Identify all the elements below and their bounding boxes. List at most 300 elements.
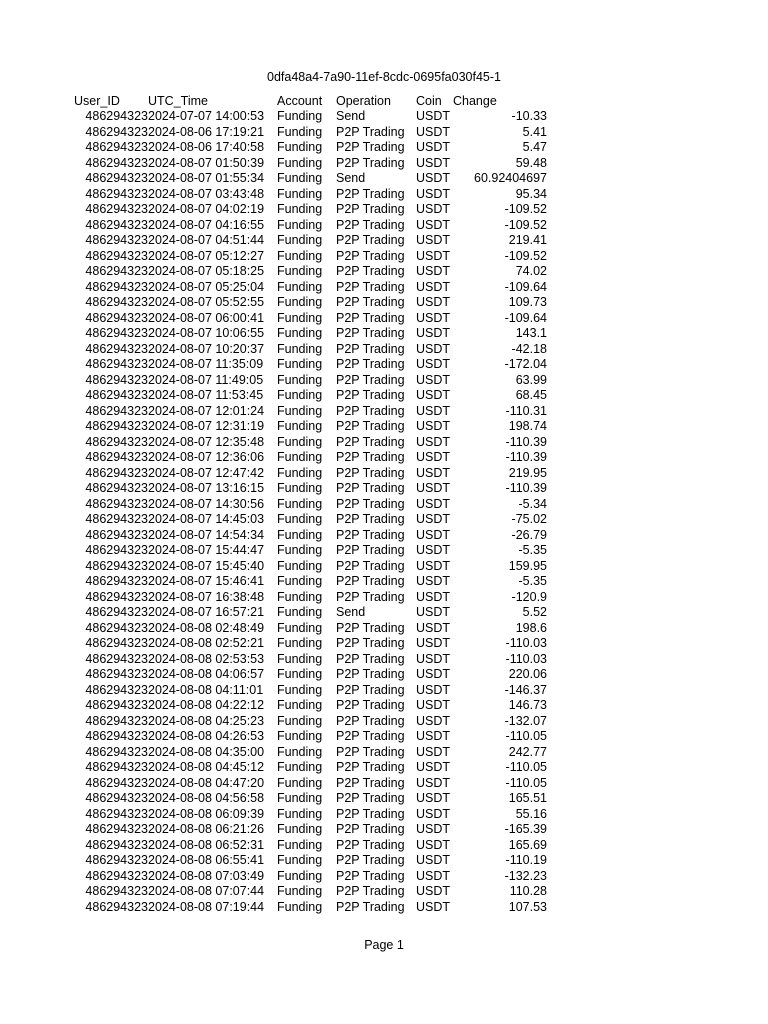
cell-change: 5.52: [522, 605, 547, 619]
cell-user-id: 486294323: [85, 853, 148, 867]
cell-utc-time: 2024-08-07 11:35:09: [148, 357, 264, 371]
cell-account: Funding: [277, 279, 323, 294]
cell-coin: USDT: [416, 403, 451, 418]
cell-operation: P2P Trading: [336, 527, 405, 542]
cell-account: Funding: [277, 806, 323, 821]
cell-utc-time: 2024-08-07 05:18:25: [148, 264, 265, 278]
table-row: [74, 884, 547, 900]
cell-utc-time: 2024-08-08 04:35:00: [148, 744, 265, 759]
cell-coin: USDT: [416, 217, 451, 232]
cell-change: -109.64: [504, 310, 547, 325]
cell-operation: P2P Trading: [336, 295, 405, 309]
cell-utc-time: 2024-08-07 14:54:34: [148, 527, 265, 542]
cell-operation: P2P Trading: [336, 341, 405, 356]
cell-user-id: 486294323: [85, 248, 148, 263]
header-change: Change: [453, 94, 497, 108]
table-row: [74, 590, 547, 606]
cell-change: 242.77: [508, 744, 547, 759]
table-row: [74, 249, 547, 265]
cell-user-id: 486294323: [85, 713, 148, 728]
table-row: [74, 125, 547, 141]
cell-utc-time: 2024-08-06 17:40:58: [148, 140, 265, 154]
cell-change: -165.39: [504, 822, 547, 836]
cell-change: -132.07: [504, 713, 547, 728]
cell-user-id: 486294323: [85, 884, 148, 898]
cell-coin: USDT: [416, 574, 451, 588]
cell-user-id: 486294323: [85, 481, 148, 495]
cell-utc-time: 2024-08-07 12:36:06: [148, 450, 265, 464]
cell-change: 198.74: [508, 419, 547, 433]
cell-account: Funding: [277, 620, 323, 635]
cell-account: Funding: [277, 186, 323, 201]
cell-change: -42.18: [511, 341, 547, 356]
table-row: [74, 729, 547, 745]
cell-change: 59.48: [515, 155, 547, 170]
table-row: [74, 280, 547, 296]
cell-coin: USDT: [416, 450, 451, 464]
cell-operation: P2P Trading: [336, 388, 405, 402]
cell-change: -110.39: [505, 481, 547, 495]
table-row: [74, 497, 547, 513]
cell-account: Funding: [277, 248, 323, 263]
cell-utc-time: 2024-08-06 17:19:21: [148, 124, 265, 139]
cell-change: 110.28: [509, 884, 547, 898]
cell-coin: USDT: [416, 419, 451, 433]
cell-utc-time: 2024-08-07 06:00:41: [148, 310, 265, 325]
cell-operation: P2P Trading: [336, 496, 405, 511]
cell-account: Funding: [277, 233, 323, 247]
table-body: [74, 109, 547, 915]
cell-account: Funding: [277, 682, 323, 697]
cell-change: 219.95: [508, 465, 547, 480]
cell-account: Funding: [277, 713, 323, 728]
cell-user-id: 486294323: [85, 419, 148, 433]
table-row: [74, 295, 547, 311]
cell-operation: P2P Trading: [336, 403, 405, 418]
cell-utc-time: 2024-08-08 06:21:26: [148, 822, 265, 836]
cell-operation: P2P Trading: [336, 775, 405, 790]
cell-account: Funding: [277, 403, 323, 418]
cell-coin: USDT: [416, 171, 451, 185]
cell-change: -120.9: [511, 589, 547, 604]
header-account: Account: [277, 94, 323, 108]
cell-change: -5.35: [518, 574, 547, 588]
cell-operation: P2P Trading: [336, 651, 405, 666]
cell-coin: USDT: [416, 651, 451, 666]
cell-change: 165.51: [508, 791, 547, 805]
cell-account: Funding: [277, 140, 323, 154]
cell-coin: USDT: [416, 527, 451, 542]
cell-coin: USDT: [416, 822, 451, 836]
cell-change: -110.31: [505, 403, 547, 418]
cell-utc-time: 2024-08-07 10:20:37: [148, 341, 265, 356]
cell-change: -109.52: [504, 202, 547, 216]
cell-user-id: 486294323: [85, 155, 148, 170]
cell-coin: USDT: [416, 760, 451, 774]
cell-account: Funding: [277, 868, 323, 883]
cell-account: Funding: [277, 341, 323, 356]
cell-operation: P2P Trading: [336, 574, 405, 588]
table-row: [74, 745, 547, 761]
cell-coin: USDT: [416, 465, 451, 480]
cell-utc-time: 2024-08-08 06:55:41: [148, 853, 265, 867]
cell-operation: P2P Trading: [336, 155, 405, 170]
cell-account: Funding: [277, 636, 323, 650]
cell-account: Funding: [277, 791, 323, 805]
cell-account: Funding: [277, 388, 323, 402]
cell-operation: Send: [336, 171, 366, 185]
cell-user-id: 486294323: [85, 806, 148, 821]
cell-user-id: 486294323: [85, 403, 148, 418]
cell-change: -5.35: [518, 543, 547, 557]
cell-operation: P2P Trading: [336, 682, 405, 697]
cell-account: Funding: [277, 310, 323, 325]
cell-coin: USDT: [416, 248, 451, 263]
cell-coin: USDT: [416, 868, 451, 883]
cell-utc-time: 2024-08-07 12:01:24: [148, 403, 265, 418]
cell-operation: P2P Trading: [336, 760, 405, 774]
cell-change: -109.64: [504, 279, 547, 294]
cell-user-id: 486294323: [85, 217, 148, 232]
cell-change: -110.19: [505, 853, 547, 867]
cell-coin: USDT: [416, 775, 451, 790]
table-row: [74, 342, 547, 358]
cell-utc-time: 2024-08-08 07:19:44: [148, 899, 265, 914]
cell-operation: P2P Trading: [336, 450, 405, 464]
cell-account: Funding: [277, 775, 323, 790]
cell-coin: USDT: [416, 899, 451, 914]
cell-user-id: 486294323: [85, 760, 148, 774]
table-row: [74, 869, 547, 885]
cell-change: -10.33: [511, 109, 547, 123]
cell-account: Funding: [277, 651, 323, 666]
cell-coin: USDT: [416, 140, 451, 154]
cell-account: Funding: [277, 589, 323, 604]
cell-account: Funding: [277, 853, 323, 867]
table-row: [74, 838, 547, 854]
page-number: Page 1: [364, 938, 404, 952]
cell-user-id: 486294323: [85, 171, 148, 185]
cell-coin: USDT: [416, 481, 451, 495]
cell-user-id: 486294323: [85, 651, 148, 666]
cell-account: Funding: [277, 512, 323, 526]
cell-coin: USDT: [416, 357, 451, 371]
cell-operation: P2P Trading: [336, 899, 405, 914]
table-row: [74, 311, 547, 327]
cell-utc-time: 2024-08-08 04:06:57: [148, 667, 265, 681]
table-row: [74, 776, 547, 792]
cell-user-id: 486294323: [85, 558, 148, 573]
cell-utc-time: 2024-08-08 04:45:12: [148, 760, 265, 774]
cell-change: 146.73: [508, 698, 547, 712]
cell-utc-time: 2024-08-08 04:22:12: [148, 698, 265, 712]
cell-user-id: 486294323: [85, 326, 148, 340]
cell-utc-time: 2024-08-07 01:50:39: [148, 155, 265, 170]
table-row: [74, 481, 547, 497]
cell-operation: P2P Trading: [336, 434, 405, 449]
table-row: [74, 667, 547, 683]
cell-account: Funding: [277, 326, 323, 340]
table-row: [74, 357, 547, 373]
cell-change: -132.23: [504, 868, 547, 883]
cell-user-id: 486294323: [85, 264, 148, 278]
cell-utc-time: 2024-08-08 07:03:49: [148, 868, 265, 883]
cell-user-id: 486294323: [85, 357, 148, 371]
cell-change: -110.05: [505, 729, 547, 743]
cell-user-id: 486294323: [85, 202, 148, 216]
cell-change: 5.41: [522, 124, 547, 139]
cell-operation: P2P Trading: [336, 868, 405, 883]
cell-user-id: 486294323: [85, 620, 148, 635]
cell-user-id: 486294323: [85, 341, 148, 356]
table-row: [74, 807, 547, 823]
cell-change: -110.39: [505, 450, 547, 464]
cell-utc-time: 2024-08-07 14:45:03: [148, 512, 265, 526]
table-row: [74, 171, 547, 187]
cell-operation: P2P Trading: [336, 372, 405, 387]
table-row: [74, 698, 547, 714]
cell-user-id: 486294323: [85, 279, 148, 294]
cell-user-id: 486294323: [85, 310, 148, 325]
cell-user-id: 486294323: [85, 899, 148, 914]
table-row: [74, 388, 547, 404]
cell-user-id: 486294323: [85, 496, 148, 511]
cell-user-id: 486294323: [85, 465, 148, 480]
cell-change: 220.06: [508, 667, 547, 681]
cell-operation: P2P Trading: [336, 713, 405, 728]
cell-account: Funding: [277, 295, 323, 309]
cell-account: Funding: [277, 744, 323, 759]
table-row: [74, 900, 547, 916]
cell-operation: P2P Trading: [336, 837, 405, 852]
cell-change: 198.6: [515, 620, 547, 635]
cell-coin: USDT: [416, 605, 451, 619]
cell-user-id: 486294323: [85, 186, 148, 201]
table-row: [74, 636, 547, 652]
cell-change: -172.04: [504, 357, 547, 371]
cell-coin: USDT: [416, 233, 451, 247]
cell-account: Funding: [277, 357, 323, 371]
cell-change: -109.52: [504, 217, 547, 232]
cell-coin: USDT: [416, 109, 451, 123]
cell-account: Funding: [277, 698, 323, 712]
cell-change: 63.99: [515, 372, 547, 387]
cell-user-id: 486294323: [85, 729, 148, 743]
cell-utc-time: 2024-08-07 05:52:55: [148, 295, 265, 309]
cell-change: 159.95: [508, 558, 547, 573]
cell-account: Funding: [277, 124, 323, 139]
table-row: [74, 264, 547, 280]
cell-coin: USDT: [416, 155, 451, 170]
cell-utc-time: 2024-08-07 15:46:41: [148, 574, 265, 588]
cell-account: Funding: [277, 667, 323, 681]
cell-coin: USDT: [416, 729, 451, 743]
cell-operation: P2P Trading: [336, 481, 405, 495]
table-row: [74, 714, 547, 730]
cell-coin: USDT: [416, 853, 451, 867]
table-row: [74, 435, 547, 451]
cell-utc-time: 2024-08-07 16:38:48: [148, 589, 265, 604]
cell-utc-time: 2024-08-07 15:45:40: [148, 558, 265, 573]
cell-utc-time: 2024-08-08 04:56:58: [148, 791, 265, 805]
cell-user-id: 486294323: [85, 233, 148, 247]
cell-coin: USDT: [416, 264, 451, 278]
cell-user-id: 486294323: [85, 589, 148, 604]
cell-coin: USDT: [416, 341, 451, 356]
cell-operation: P2P Trading: [336, 744, 405, 759]
cell-coin: USDT: [416, 667, 451, 681]
table-row: [74, 466, 547, 482]
cell-coin: USDT: [416, 620, 451, 635]
cell-user-id: 486294323: [85, 868, 148, 883]
cell-account: Funding: [277, 465, 323, 480]
cell-operation: P2P Trading: [336, 186, 405, 201]
cell-change: -109.52: [504, 248, 547, 263]
cell-operation: P2P Trading: [336, 589, 405, 604]
cell-user-id: 486294323: [85, 682, 148, 697]
cell-change: -110.39: [505, 434, 547, 449]
cell-utc-time: 2024-08-08 02:52:21: [148, 636, 265, 650]
cell-operation: P2P Trading: [336, 357, 405, 371]
cell-coin: USDT: [416, 837, 451, 852]
cell-utc-time: 2024-08-08 07:07:44: [148, 884, 265, 898]
cell-user-id: 486294323: [85, 372, 148, 387]
cell-user-id: 486294323: [85, 791, 148, 805]
cell-operation: P2P Trading: [336, 822, 405, 836]
cell-user-id: 486294323: [85, 512, 148, 526]
cell-coin: USDT: [416, 682, 451, 697]
cell-user-id: 486294323: [85, 295, 148, 309]
cell-operation: P2P Trading: [336, 729, 405, 743]
cell-account: Funding: [277, 729, 323, 743]
cell-account: Funding: [277, 155, 323, 170]
table-row: [74, 605, 547, 621]
cell-user-id: 486294323: [85, 527, 148, 542]
cell-utc-time: 2024-08-08 04:25:23: [148, 713, 265, 728]
table-row: [74, 760, 547, 776]
cell-user-id: 486294323: [85, 124, 148, 139]
cell-utc-time: 2024-08-08 04:11:01: [148, 682, 264, 697]
table-row: [74, 373, 547, 389]
cell-coin: USDT: [416, 186, 451, 201]
cell-operation: Send: [336, 605, 366, 619]
cell-account: Funding: [277, 822, 323, 836]
cell-change: -146.37: [504, 682, 547, 697]
cell-utc-time: 2024-08-07 13:16:15: [148, 481, 265, 495]
cell-utc-time: 2024-08-08 06:52:31: [148, 837, 265, 852]
cell-change: -110.03: [505, 636, 547, 650]
cell-account: Funding: [277, 264, 323, 278]
cell-user-id: 486294323: [85, 775, 148, 790]
cell-user-id: 486294323: [85, 434, 148, 449]
cell-account: Funding: [277, 574, 323, 588]
table-row: [74, 512, 547, 528]
cell-utc-time: 2024-08-07 05:12:27: [148, 248, 265, 263]
cell-change: -26.79: [511, 527, 547, 542]
cell-coin: USDT: [416, 279, 451, 294]
header-coin: Coin: [416, 94, 442, 108]
cell-account: Funding: [277, 450, 323, 464]
cell-account: Funding: [277, 760, 323, 774]
cell-account: Funding: [277, 558, 323, 573]
table-row: [74, 218, 547, 234]
cell-operation: P2P Trading: [336, 667, 405, 681]
cell-coin: USDT: [416, 388, 451, 402]
cell-utc-time: 2024-08-07 12:47:42: [148, 465, 265, 480]
cell-account: Funding: [277, 171, 323, 185]
cell-account: Funding: [277, 543, 323, 557]
cell-utc-time: 2024-08-07 16:57:21: [148, 605, 265, 619]
cell-operation: P2P Trading: [336, 512, 405, 526]
cell-change: -110.03: [505, 651, 547, 666]
cell-coin: USDT: [416, 589, 451, 604]
cell-utc-time: 2024-08-08 02:53:53: [148, 651, 265, 666]
table-row: [74, 187, 547, 203]
cell-operation: P2P Trading: [336, 326, 405, 340]
cell-account: Funding: [277, 109, 323, 123]
table-row: [74, 326, 547, 342]
cell-user-id: 486294323: [85, 837, 148, 852]
table-row: [74, 404, 547, 420]
cell-operation: P2P Trading: [336, 248, 405, 263]
cell-change: 95.34: [515, 186, 547, 201]
cell-coin: USDT: [416, 310, 451, 325]
cell-operation: P2P Trading: [336, 419, 405, 433]
cell-utc-time: 2024-08-08 04:26:53: [148, 729, 265, 743]
cell-coin: USDT: [416, 558, 451, 573]
table-row: [74, 528, 547, 544]
table-row: [74, 621, 547, 637]
cell-change: -110.05: [505, 775, 547, 790]
cell-utc-time: 2024-08-07 12:35:48: [148, 434, 265, 449]
cell-account: Funding: [277, 496, 323, 511]
cell-coin: USDT: [416, 744, 451, 759]
table-row: [74, 822, 547, 838]
cell-user-id: 486294323: [85, 109, 148, 123]
cell-account: Funding: [277, 899, 323, 914]
cell-coin: USDT: [416, 884, 451, 898]
cell-coin: USDT: [416, 636, 451, 650]
cell-account: Funding: [277, 837, 323, 852]
cell-coin: USDT: [416, 372, 451, 387]
cell-utc-time: 2024-08-07 10:06:55: [148, 326, 265, 340]
cell-coin: USDT: [416, 512, 451, 526]
header-user-id: User_ID: [74, 94, 120, 108]
cell-operation: P2P Trading: [336, 124, 405, 139]
cell-account: Funding: [277, 481, 323, 495]
cell-coin: USDT: [416, 496, 451, 511]
cell-user-id: 486294323: [85, 636, 148, 650]
cell-change: 74.02: [515, 264, 547, 278]
cell-operation: P2P Trading: [336, 465, 405, 480]
cell-coin: USDT: [416, 326, 451, 340]
cell-change: 68.45: [515, 388, 547, 402]
cell-change: 5.47: [522, 140, 547, 154]
table-row: [74, 652, 547, 668]
cell-utc-time: 2024-08-07 11:53:45: [148, 388, 264, 402]
cell-operation: P2P Trading: [336, 791, 405, 805]
cell-user-id: 486294323: [85, 140, 148, 154]
cell-change: 219.41: [508, 233, 547, 247]
cell-operation: P2P Trading: [336, 233, 405, 247]
cell-operation: P2P Trading: [336, 264, 405, 278]
table-row: [74, 202, 547, 218]
cell-operation: P2P Trading: [336, 558, 405, 573]
cell-account: Funding: [277, 884, 323, 898]
cell-account: Funding: [277, 605, 323, 619]
document-title: 0dfa48a4-7a90-11ef-8cdc-0695fa030f45-1: [267, 70, 501, 84]
cell-change: 165.69: [508, 837, 547, 852]
